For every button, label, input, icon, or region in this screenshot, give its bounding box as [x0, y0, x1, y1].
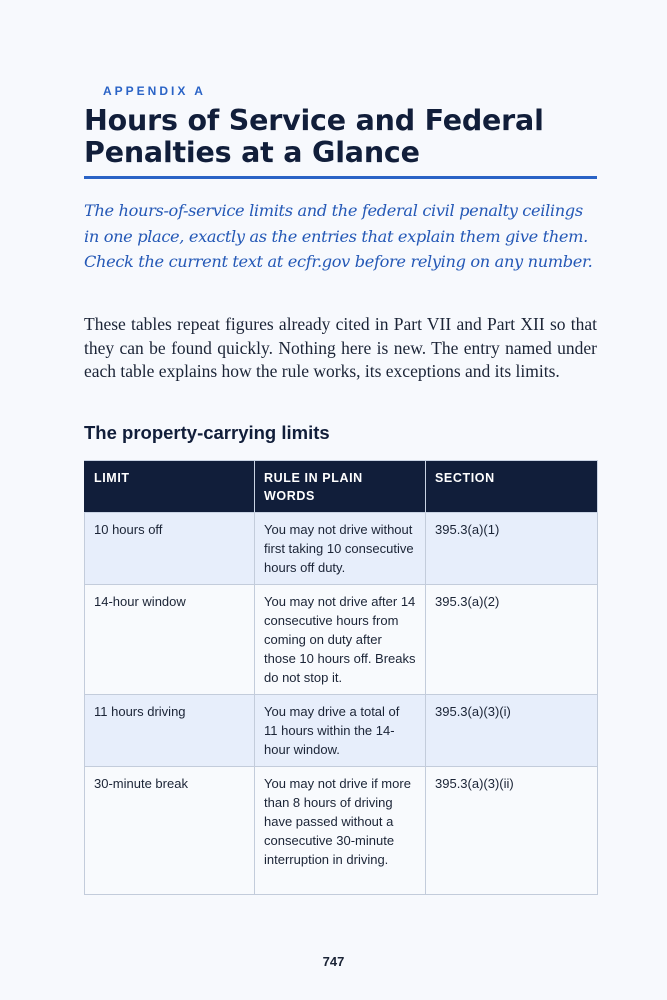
- table-row: [85, 585, 598, 695]
- table-header-row: [85, 461, 598, 513]
- table-row: [85, 695, 598, 767]
- section-cell: 395.3(a)(1): [426, 513, 598, 585]
- column-header-section: SECTION: [426, 461, 598, 513]
- column-header-limit: LIMIT: [85, 461, 255, 513]
- section-cell: 395.3(a)(3)(i): [426, 695, 598, 767]
- table-row: [85, 513, 598, 585]
- limit-cell: 30-minute break: [85, 767, 255, 895]
- appendix-label: APPENDIX A: [103, 84, 206, 98]
- rule-cell: You may not drive if more than 8 hours of driving have passed without a consecutive 30-minute interruption in driving.: [255, 767, 426, 895]
- lede-paragraph: The hours-of-service limits and the federal civil penalty ceilings in one place, exactly as the entries that explain them give them. Check the current text at ecfr.gov before relying on any number.: [84, 201, 593, 271]
- rule-cell: You may drive a total of 11 hours within the 14-hour window.: [255, 695, 426, 767]
- limit-cell: 10 hours off: [85, 513, 255, 585]
- section-cell: 395.3(a)(3)(ii): [426, 767, 598, 895]
- table-heading: The property-carrying limits: [84, 422, 330, 443]
- property-carrying-limits-table: [84, 460, 598, 895]
- body-paragraph: These tables repeat figures already cited in Part VII and Part XII so that they can be found quickly. Nothing here is new. The entry named under each table explains how the rule works, its exceptions and its limits.: [84, 314, 597, 381]
- rule-cell: You may not drive without first taking 10 consecutive hours off duty.: [255, 513, 426, 585]
- limit-cell: 14-hour window: [85, 585, 255, 695]
- limit-cell: 11 hours driving: [85, 695, 255, 767]
- table-row: [85, 767, 598, 895]
- title-divider: [84, 176, 597, 179]
- page-title: Hours of Service and Federal Penalties at a Glance: [84, 104, 544, 169]
- section-cell: 395.3(a)(2): [426, 585, 598, 695]
- page-number: 747: [322, 954, 345, 969]
- rule-cell: You may not drive after 14 consecutive hours from coming on duty after those 10 hours off. Breaks do not stop it.: [255, 585, 426, 695]
- column-header-rule: RULE IN PLAIN WORDS: [255, 461, 426, 513]
